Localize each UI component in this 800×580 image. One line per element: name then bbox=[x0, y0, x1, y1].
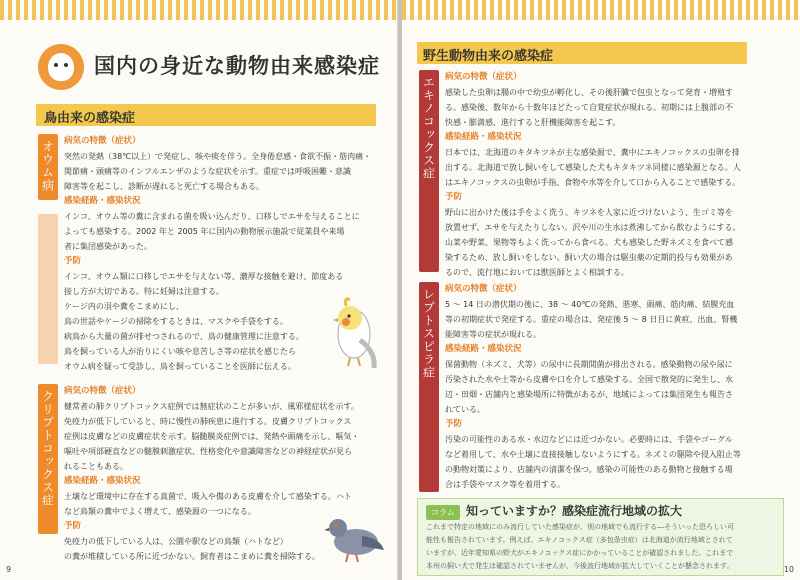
text-line: 山菜や野菜、果物等もよく洗ってから食べる。犬も感染した野ネズミを食べて感 bbox=[445, 238, 733, 247]
disease-label-echinococcosis: エキノコックス症 bbox=[419, 70, 439, 272]
text-line: 辺・田畑・店舗内と感染場所に特徴があるが、地域によっては集団発生も報告さ bbox=[445, 390, 733, 399]
text-line: 感染した虫卵は腸の中で幼虫が孵化し、その後肝臓で包虫となって発育・増殖す bbox=[445, 88, 733, 97]
right-page bbox=[402, 0, 800, 580]
pigeon-illustration bbox=[322, 508, 386, 564]
text-line: 染するため、放し飼いをしない。飼い犬の場合は駆虫薬の定期的投与も効果があ bbox=[445, 253, 733, 262]
section-heading: 鳥由来の感染症 bbox=[36, 104, 376, 126]
text-line: 免疫力の低下している人は、公園や駅などの鳥類（ハトなど） bbox=[64, 537, 288, 546]
prevention-heading: 予防 bbox=[445, 419, 463, 429]
text-line: よっても感染する。2002 年と 2005 年に国内の動物展示施設で従業員や来場 bbox=[64, 227, 345, 236]
text-line: れている。 bbox=[445, 405, 485, 414]
text-line: 障害等を起こし、診断が遅れると死亡する場合もある。 bbox=[64, 182, 264, 191]
text-line: 土壌など環境中に存在する真菌で、吸入や傷のある皮膚を介して感染する。ハト bbox=[64, 492, 352, 501]
disease-label-leptospirosis: レプトスピラ症 bbox=[419, 282, 439, 492]
page-number: 9 bbox=[6, 565, 12, 574]
text-line: 野山に出かけた後は手をよく洗う。キツネを人家に近づけないよう、生ゴミ等を bbox=[445, 208, 733, 217]
prevention-heading: 予防 bbox=[64, 256, 82, 266]
bird-icon bbox=[38, 44, 84, 90]
disease-label-cryptococcosis: クリプトコックス症 bbox=[38, 384, 58, 534]
text-line: 症例は皮膚などの皮膚症状を示す。脳髄膜炎症例では、発熱や頭痛を示し、嘔気・ bbox=[64, 432, 360, 441]
route-heading: 感染経路・感染状況 bbox=[445, 132, 522, 142]
text-line: 関節痛・頭痛等のインフルエンザのような症状を示す。重症では呼吸困難・意識 bbox=[64, 167, 352, 176]
text-line: 能障害等の症状が現れる。 bbox=[445, 330, 541, 339]
cockatiel-illustration bbox=[330, 296, 382, 372]
text-line: 快感・膨満感、進行すると肝機能障害を起こす。 bbox=[445, 118, 621, 127]
disease-block-echinococcosis bbox=[445, 70, 785, 280]
text-line: れることもある。 bbox=[64, 462, 128, 471]
text-line: 接し方が大切である。特に妊婦は注意する。 bbox=[64, 287, 224, 296]
top-stripe bbox=[402, 0, 800, 20]
column-text bbox=[426, 521, 776, 573]
text-line: 日本では、北海道のキタキツネが主な感染源で、糞中にエキノコックスの虫卵を排 bbox=[445, 148, 740, 157]
text-line: 能性も報告されています。例えば、エキノコックス症（多包条虫症）は北海道が流行地域とされて bbox=[426, 536, 733, 544]
text-line: 合は手袋やマスク等を着用する。 bbox=[445, 480, 565, 489]
text-line: 突然の発熱（38℃以上）で発症し、咳や痰を伴う。全身倦怠感・食欲不振・筋肉痛・ bbox=[64, 152, 372, 161]
prevention-heading: 予防 bbox=[64, 521, 82, 531]
disease-label-psittacosis: オウム病 bbox=[38, 134, 58, 200]
page-title: 国内の身近な動物由来感染症 bbox=[94, 54, 380, 78]
text-line: 出する。北海道で放し飼いをして感染した犬もキタキツネ同様に感染源となる。人 bbox=[445, 163, 741, 172]
text-line: 鳥の世話やケージの掃除をするときは、マスクや手袋をする。 bbox=[64, 317, 288, 326]
text-line: るので、流行地においては獣医師とよく相談する。 bbox=[445, 268, 629, 277]
features-heading: 病気の特徴（症状） bbox=[64, 136, 141, 146]
text-line: 病鳥から大量の菌が排せつされるので、鳥の健康管理に注意する。 bbox=[64, 332, 304, 341]
text-line: ケージ内の羽や糞をこまめにし、 bbox=[64, 302, 184, 311]
text-line: 放置せず、エサを与えたりしない。沢や川の生水は煮沸してから飲むようにする。 bbox=[445, 223, 741, 232]
left-page bbox=[0, 0, 398, 580]
features-heading: 病気の特徴（症状） bbox=[445, 72, 522, 82]
section-heading: 野生動物由来の感染症 bbox=[417, 42, 747, 64]
disease-bar-extension bbox=[38, 214, 58, 364]
features-heading: 病気の特徴（症状） bbox=[445, 284, 522, 294]
route-heading: 感染経路・感染状況 bbox=[64, 476, 141, 486]
text-line: オウム病を疑って受診し、鳥を飼っていることを医師に伝える。 bbox=[64, 362, 296, 371]
route-heading: 感染経路・感染状況 bbox=[445, 344, 522, 354]
text-line: 本州の飼い犬で発生は確認されていませんが、今後流行地域が拡大していくことが懸念されます。 bbox=[426, 562, 734, 570]
text-line: 汚染の可能性のある水・水辺などには近づかない。必要時には、手袋やゴーグル bbox=[445, 435, 733, 444]
text-line: いますが、近年愛知県の野犬がエキノコックス症にかかっていることが確認されました。これまで bbox=[426, 549, 734, 557]
text-line: など着用して、水や土壌に直接接触しないようにする。ネズミの駆除や侵入阻止等 bbox=[445, 450, 741, 459]
column-box bbox=[417, 498, 784, 576]
text-line: 5 ～ 14 日の潜伏期の後に、38 ～ 40℃の発熱、悪寒、頭痛、筋肉痛、結膜充血 bbox=[445, 300, 735, 309]
disease-block-leptospirosis bbox=[445, 282, 785, 492]
text-line: る。感染後、数年から十数年ほどたって自覚症状が現れる。初期には上腹部の不 bbox=[445, 103, 733, 112]
page-number: 10 bbox=[783, 565, 794, 574]
text-line: はエキノコックスの虫卵が手指、食物や水等を介して口から入ることで感染する。 bbox=[445, 178, 741, 187]
text-line: の動物対策により、店舗内の清潔を保つ。感染の可能性のある動物と接触する場 bbox=[445, 465, 733, 474]
text-line: インコ、オウム等の糞に含まれる菌を吸い込んだり、口移しでエサを与えることに bbox=[64, 212, 360, 221]
text-line: 汚染された水や土等から皮膚や口を介して感染する。全国で散発的に発生し、水 bbox=[445, 375, 733, 384]
prevention-heading: 予防 bbox=[445, 192, 463, 202]
text-line: 保菌動物（ネズミ、犬等）の尿中に長期間菌が排出される。感染動物の尿や尿に bbox=[445, 360, 733, 369]
text-line: 嘔吐や項部硬直などの髄膜刺激症状、性格変化や意識障害などの神経症状が見ら bbox=[64, 447, 352, 456]
text-line: 免疫力が低下していると、時に慢性の肺疾患に進行する。皮膚クリプトコックス bbox=[64, 417, 352, 426]
text-line: インコ、オウム類に口移しでエサを与えない等、濃厚な接触を避け、節度ある bbox=[64, 272, 344, 281]
text-line: 者に集団感染があった。 bbox=[64, 242, 152, 251]
text-line: 鳥を飼っている人が治りにくい咳や息苦しさ等の症状を感じたら bbox=[64, 347, 296, 356]
text-line: これまで特定の地域にのみ流行していた感染症が、別の地域でも流行する―そういった恐ろしい可 bbox=[426, 523, 734, 531]
text-line: 等の初期症状で発症する。重症の場合は、発症後 5 ～ 8 日目に黄疸、出血、腎機 bbox=[445, 315, 738, 324]
text-line: の糞が堆積している所に近づかない。飼育者はこまめに糞を掃除する。 bbox=[64, 552, 320, 561]
top-stripe bbox=[0, 0, 398, 20]
text-line: 健常者の肺クリプトコックス症例では無症状のことが多いが、風邪様症状を示す。 bbox=[64, 402, 359, 411]
features-heading: 病気の特徴（症状） bbox=[64, 386, 141, 396]
text-line: など鳥類の糞中でよく増えて、感染源の一つになる。 bbox=[64, 507, 256, 516]
route-heading: 感染経路・感染状況 bbox=[64, 196, 141, 206]
column-tag: コラム bbox=[426, 505, 460, 520]
column-title: 知っていますか？感染症流行地域の拡大 bbox=[466, 504, 683, 518]
